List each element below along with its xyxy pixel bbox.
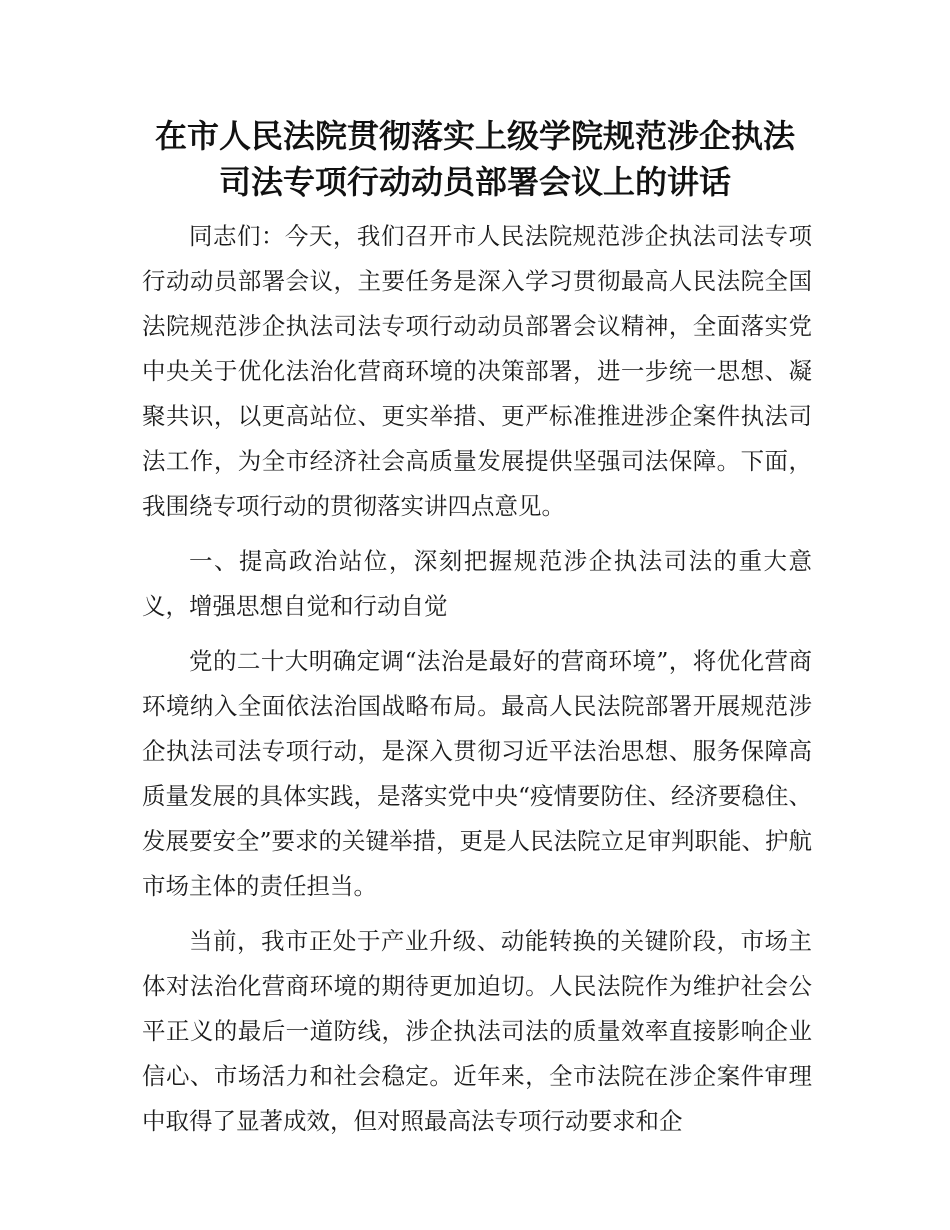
- section-heading-1: 一、提高政治站位，深刻把握规范涉企执法司法的重大意义，增强思想自觉和行动自觉: [142, 547, 812, 620]
- document-body: [142, 214, 812, 1144]
- body-paragraph-opening: 同志们：今天，我们召开市人民法院规范涉企执法司法专项行动动员部署会议，主要任务是深入学习贯彻最高人民法院全国法院规范涉企执法司法专项行动动员部署会议精神，全面落实党中央关于优化法治化营商环境的决策部署，进一步统一思想、凝聚共识，以更高站位、更实举措、更严标准推进涉企案件执法司法工作，为全市经济社会高质量发展提供坚强司法保障。下面，我围绕专项行动的贯彻落实讲四点意见。: [142, 222, 812, 520]
- body-paragraph-2: 党的二十大明确定调“法治是最好的营商环境”，将优化营商环境纳入全面依法治国战略布局。最高人民法院部署开展规范涉企执法司法专项行动，是深入贯彻习近平法治思想、服务保障高质量发展的具体实践，是落实党中央“疫情要防住、经济要稳住、发展要安全”要求的关键举措，更是人民法院立足审判职能、护航市场主体的责任担当。: [142, 647, 813, 900]
- document-title-line-1: 在市人民法院贯彻落实上级学院规范涉企执法: [154, 117, 795, 155]
- document-title-line-2: 司法专项行动动员部署会议上的讲话: [218, 163, 731, 201]
- body-paragraph-3: 当前，我市正处于产业升级、动能转换的关键阶段，市场主体对法治化营商环境的期待更加迫切。人民法院作为维护社会公平正义的最后一道防线，涉企执法司法的质量效率直接影响企业信心、市场活力和社会稳定。近年来，全市法院在涉企案件审理中取得了显著成效，但对照最高法专项行动要求和企: [142, 927, 812, 1135]
